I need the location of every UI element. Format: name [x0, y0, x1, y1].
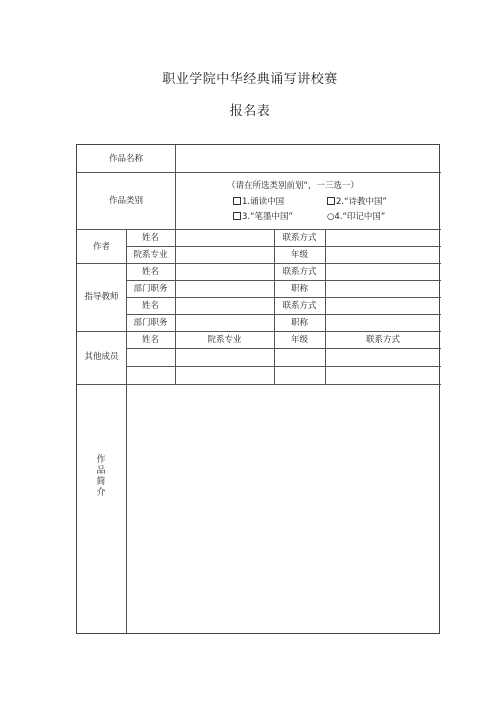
advisor2-contact-label: 联系方式 [282, 301, 317, 311]
advisor-label: 指导教师 [84, 292, 119, 302]
others-name-header: 姓名 [141, 335, 159, 345]
form-title: 职业学院中华经典诵写讲校赛 [162, 72, 338, 87]
row-divider [126, 297, 441, 298]
row-divider [77, 331, 441, 332]
advisor2-title-label: 职称 [290, 318, 308, 328]
intro-text-area[interactable] [127, 385, 440, 633]
others-grade-header: 年级 [290, 335, 308, 345]
others-dept-header: 院系专业 [207, 335, 242, 345]
work-category-label: 作品类别 [108, 196, 143, 206]
category-note: （请在所选类别前划“，一三选一） [227, 181, 359, 191]
author-grade-label: 年级 [290, 250, 308, 260]
work-name-label: 作品名称 [108, 154, 143, 164]
advisor1-dept-label: 部门职务 [133, 284, 168, 294]
row-divider [126, 366, 441, 367]
option-3[interactable]: 3.“笔墨中国” [233, 211, 293, 223]
row-divider [126, 314, 441, 315]
author-label: 作者 [92, 242, 110, 252]
advisor2-name-label: 姓名 [141, 301, 159, 311]
row-divider [126, 348, 441, 349]
row-divider [77, 172, 441, 173]
option-2[interactable]: 2.“诗教中国” [327, 196, 387, 208]
author-name-label: 姓名 [141, 233, 159, 243]
author-contact-label: 联系方式 [282, 233, 317, 243]
option-1[interactable]: 1.诵读中国 [233, 196, 284, 208]
registration-form-table [76, 144, 440, 634]
row-divider [77, 229, 441, 230]
advisor2-dept-label: 部门职务 [133, 318, 168, 328]
row-divider [77, 263, 441, 264]
option-4[interactable]: ○4.“印记中国” [327, 212, 386, 222]
intro-label: 作品简介 [96, 455, 106, 498]
form-subtitle: 报名表 [229, 104, 271, 119]
advisor1-contact-label: 联系方式 [282, 267, 317, 277]
row-divider [126, 246, 441, 247]
author-dept-label: 院系专业 [133, 250, 168, 260]
checkbox-icon [327, 197, 335, 205]
advisor1-title-label: 职称 [290, 284, 308, 294]
advisor1-name-label: 姓名 [141, 267, 159, 277]
col-divider [325, 229, 326, 384]
checkbox-icon [233, 197, 241, 205]
others-label: 其他成员 [84, 352, 119, 362]
col-divider [175, 229, 176, 384]
others-contact-header: 联系方式 [365, 335, 400, 345]
row-divider [126, 280, 441, 281]
checkbox-icon [233, 212, 241, 220]
col-divider [175, 145, 176, 229]
